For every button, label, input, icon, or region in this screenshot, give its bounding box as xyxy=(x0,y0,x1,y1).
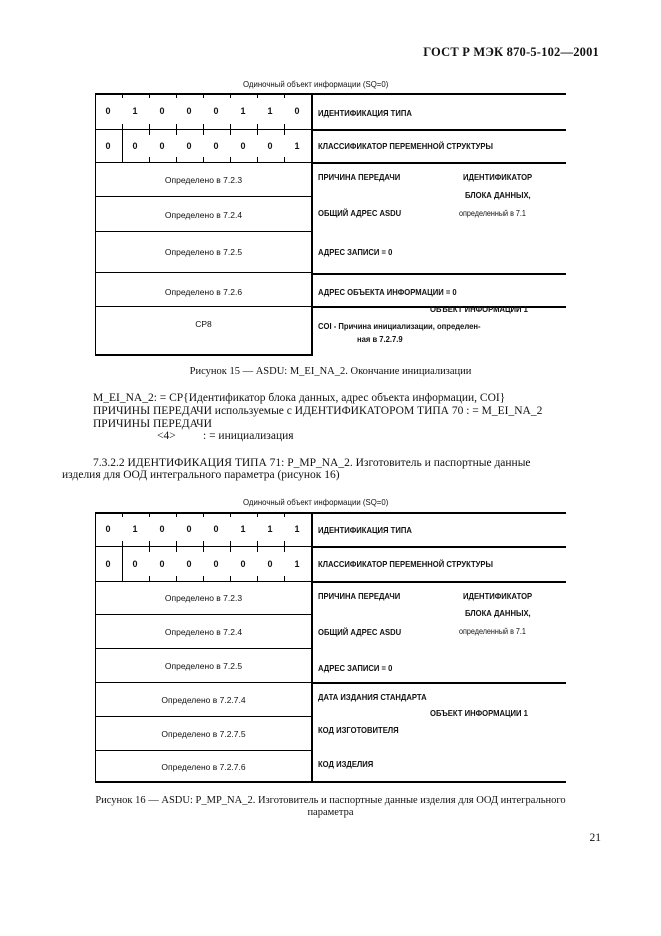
fig15-cot-label: ПРИЧИНА ПЕРЕДАЧИ xyxy=(318,172,401,182)
bit: 1 xyxy=(132,524,138,534)
bit: 0 xyxy=(132,141,138,151)
text-line-2: ПРИЧИНЫ ПЕРЕДАЧИ используемые с ИДЕНТИФИКАТОРОМ ТИПА 70 : = M_EI_NA_2 xyxy=(93,405,543,417)
fig16-type-id-bits xyxy=(95,512,312,546)
fig15-dui-label-2: БЛОКА ДАННЫХ, xyxy=(465,190,531,200)
fig16-cell-cot: Определено в 7.2.3 xyxy=(164,593,243,603)
bit: 1 xyxy=(240,106,246,116)
fig16-cot-label: ПРИЧИНА ПЕРЕДАЧИ xyxy=(318,591,401,601)
bit: 0 xyxy=(213,141,219,151)
fig15-vsq-bits xyxy=(95,130,312,162)
fig16-object-label: ОБЪЕКТ ИНФОРМАЦИИ 1 xyxy=(430,708,528,718)
fig16-dui-label-2: БЛОКА ДАННЫХ, xyxy=(465,608,531,618)
fig15-common-addr-label: ОБЩИЙ АДРЕС ASDU xyxy=(318,208,402,218)
fig16-date-label: ДАТА ИЗДАНИЯ СТАНДАРТА xyxy=(318,692,427,702)
bit: 0 xyxy=(294,106,300,116)
fig15-caption: Рисунок 15 — ASDU: M_EI_NA_2. Окончание инициализации xyxy=(189,366,472,377)
bit: 1 xyxy=(294,141,300,151)
fig16-cell-product: Определено в 7.2.7.6 xyxy=(161,762,246,772)
fig15-cell-cot: Определено в 7.2.3 xyxy=(164,175,243,185)
bit: 1 xyxy=(267,106,273,116)
fig15-vsq-label: КЛАССИФИКАТОР ПЕРЕМЕННОЙ СТРУКТУРЫ xyxy=(318,141,493,151)
bit: 0 xyxy=(186,559,192,569)
bit: 1 xyxy=(294,559,300,569)
fig16-product-label: КОД ИЗДЕЛИЯ xyxy=(318,759,374,769)
fig16-vsq-label: КЛАССИФИКАТОР ПЕРЕМЕННОЙ СТРУКТУРЫ xyxy=(318,559,493,569)
section-heading-line-2: изделия для ООД интегрального параметра (рисунок 16) xyxy=(62,469,340,481)
fig16-cell-maker: Определено в 7.2.7.5 xyxy=(161,729,246,739)
bit: 1 xyxy=(294,524,300,534)
bit: 1 xyxy=(240,524,246,534)
fig15-object-label: ОБЪЕКТ ИНФОРМАЦИИ 1 xyxy=(430,304,528,314)
bit: 0 xyxy=(159,106,165,116)
bit: 0 xyxy=(186,524,192,534)
bit: 0 xyxy=(240,141,246,151)
bit: 0 xyxy=(213,524,219,534)
bit: 0 xyxy=(267,141,273,151)
bit: 0 xyxy=(186,141,192,151)
bit: 1 xyxy=(267,524,273,534)
bit: 0 xyxy=(240,559,246,569)
bit: 0 xyxy=(186,106,192,116)
text-line-3: ПРИЧИНЫ ПЕРЕДАЧИ xyxy=(93,418,212,430)
fig15-ioa-label: АДРЕС ОБЪЕКТА ИНФОРМАЦИИ = 0 xyxy=(318,287,457,297)
page-number: 21 xyxy=(589,832,601,844)
bit: 0 xyxy=(159,559,165,569)
bit: 0 xyxy=(105,559,111,569)
fig16-type-id-label: ИДЕНТИФИКАЦИЯ ТИПА xyxy=(318,525,412,535)
section-heading-line-1: 7.3.2.2 ИДЕНТИФИКАЦИЯ ТИПА 71: P_MP_NA_2. Изготовитель и паспортные данные xyxy=(93,457,531,469)
bit: 0 xyxy=(105,141,111,151)
fig16-caption-line-1: Рисунок 16 — ASDU: P_MP_NA_2. Изготовитель и паспортные данные изделия для ООД интегрального xyxy=(95,795,566,806)
bit: 0 xyxy=(267,559,273,569)
fig15-diagram xyxy=(95,93,566,356)
bit: 0 xyxy=(159,524,165,534)
bit: 0 xyxy=(105,524,111,534)
fig16-cell-date: Определено в 7.2.7.4 xyxy=(161,695,246,705)
text-line-4-code: <4> xyxy=(157,430,176,442)
fig16-caption-line-2: параметра xyxy=(307,807,354,818)
fig16-cell-record-addr: Определено в 7.2.5 xyxy=(164,661,243,671)
fig16-vsq-bits xyxy=(95,547,312,581)
fig16-cell-common-addr: Определено в 7.2.4 xyxy=(164,627,243,637)
bit: 0 xyxy=(213,106,219,116)
bit: 0 xyxy=(132,559,138,569)
fig15-title: Одиночный объект информации (SQ=0) xyxy=(243,79,389,89)
fig16-maker-label: КОД ИЗГОТОВИТЕЛЯ xyxy=(318,725,399,735)
fig15-dui-label-1: ИДЕНТИФИКАТОР xyxy=(463,172,533,182)
fig15-coi-label-1: COI - Причина инициализации, определен- xyxy=(318,321,481,331)
bit: 0 xyxy=(213,559,219,569)
fig15-cell-ioa: Определено в 7.2.6 xyxy=(164,287,243,297)
bit: 0 xyxy=(105,106,111,116)
fig15-type-id-label: ИДЕНТИФИКАЦИЯ ТИПА xyxy=(318,108,412,118)
fig16-record-addr-label: АДРЕС ЗАПИСИ = 0 xyxy=(318,663,393,673)
fig16-title: Одиночный объект информации (SQ=0) xyxy=(243,497,389,507)
fig16-dui-label-3: определенный в 7.1 xyxy=(459,627,526,636)
fig15-coi-label-2: ная в 7.2.7.9 xyxy=(357,334,403,344)
fig16-common-addr-label: ОБЩИЙ АДРЕС ASDU xyxy=(318,627,402,637)
fig16-diagram xyxy=(95,512,566,783)
fig16-dui-label-1: ИДЕНТИФИКАТОР xyxy=(463,591,533,601)
document-header: ГОСТ Р МЭК 870-5-102—2001 xyxy=(423,45,599,59)
fig15-cell-common-addr: Определено в 7.2.4 xyxy=(164,210,243,220)
fig15-record-addr-label: АДРЕС ЗАПИСИ = 0 xyxy=(318,247,393,257)
fig15-type-id-bits xyxy=(95,93,312,129)
bit: 0 xyxy=(159,141,165,151)
text-line-4-rest: : = инициализация xyxy=(203,430,294,442)
fig15-dui-label-3: определенный в 7.1 xyxy=(459,209,526,218)
bit: 1 xyxy=(132,106,138,116)
fig15-cell-coi: CP8 xyxy=(195,319,212,329)
fig15-cell-record-addr: Определено в 7.2.5 xyxy=(164,247,243,257)
text-line-1: M_EI_NA_2: = CP{Идентификатор блока данных, адрес объекта информации, COI} xyxy=(93,392,506,404)
